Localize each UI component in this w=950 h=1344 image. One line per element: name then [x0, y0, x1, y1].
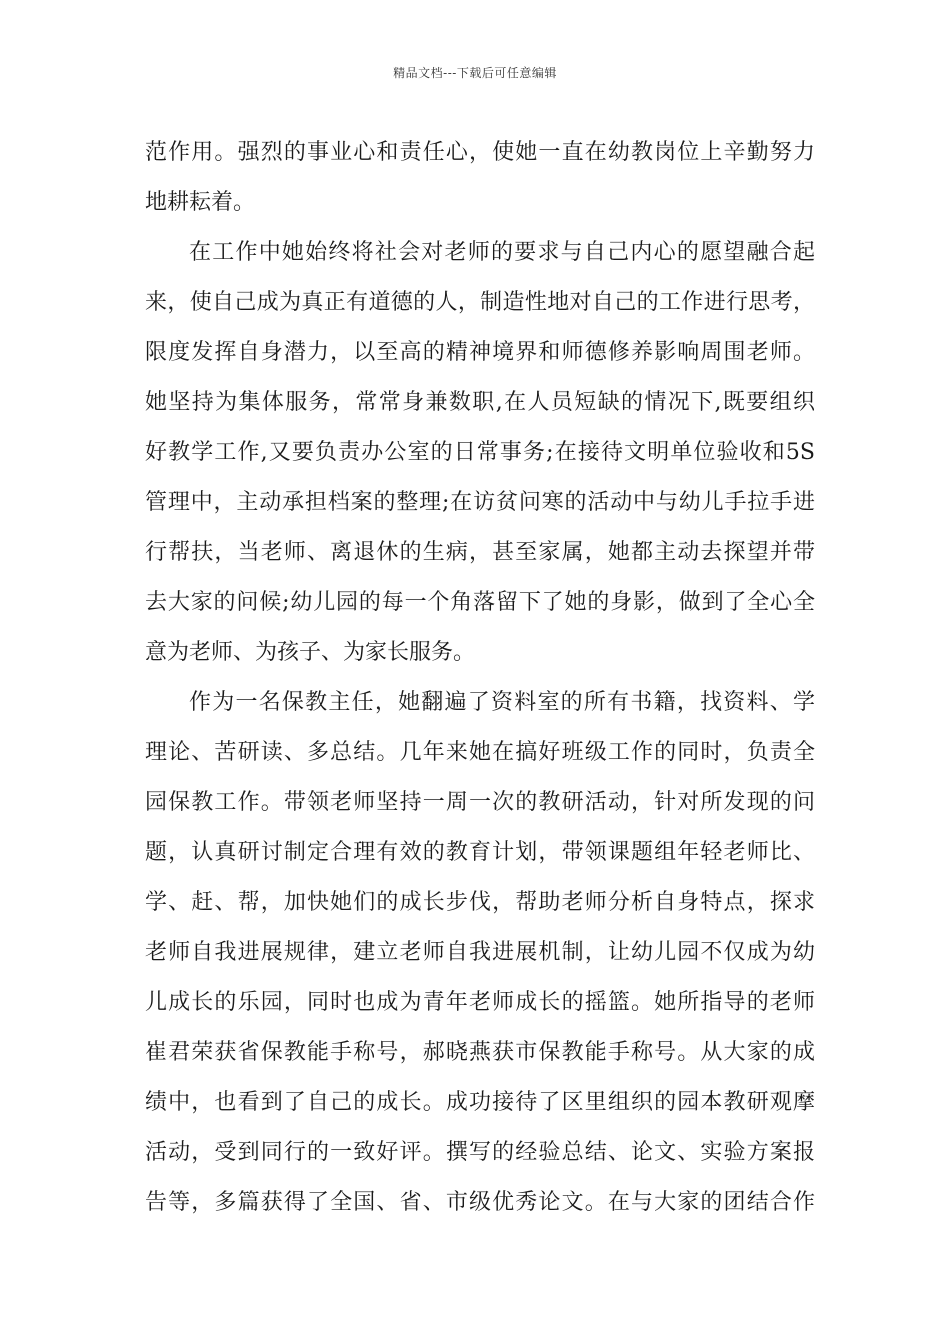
page-header: 精品文档---下载后可任意编辑 [393, 66, 557, 80]
text-line: 老师自我进展规律，建立老师自我进展机制，让幼儿园不仅成为幼 [145, 940, 815, 965]
text-line: 来，使自己成为真正有道德的人，制造性地对自己的工作进行思考， [145, 290, 815, 315]
text-line: 学、赶、帮，加快她们的成长步伐，帮助老师分析自身特点，探求 [145, 890, 815, 915]
text-line: 去大家的问候;幼儿园的每一个角落留下了她的身影，做到了全心全 [145, 590, 815, 615]
text-line: 告等，多篇获得了全国、省、市级优秀论文。在与大家的团结合作 [145, 1190, 815, 1215]
text-line: 理论、苦研读、多总结。几年来她在搞好班级工作的同时，负责全 [145, 740, 815, 765]
text-line: 儿成长的乐园，同时也成为青年老师成长的摇篮。她所指导的老师 [145, 990, 815, 1015]
text-line: 题，认真研讨制定合理有效的教育计划，带领课题组年轻老师比、 [145, 840, 815, 865]
text-line: 范作用。强烈的事业心和责任心，使她一直在幼教岗位上辛勤努力 [145, 140, 815, 165]
text-line: 好教学工作,又要负责办公室的日常事务;在接待文明单位验收和5S [145, 440, 815, 465]
text-line: 限度发挥自身潜力，以至高的精神境界和师德修养影响周围老师。 [145, 340, 815, 365]
text-line: 地耕耘着。 [145, 190, 256, 215]
text-line: 意为老师、为孩子、为家长服务。 [145, 640, 476, 665]
text-line: 园保教工作。带领老师坚持一周一次的教研活动，针对所发现的问 [145, 790, 815, 815]
text-line: 她坚持为集体服务，常常身兼数职,在人员短缺的情况下,既要组织 [145, 390, 815, 415]
paragraph-first-line: 作为一名保教主任，她翻遍了资料室的所有书籍，找资料、学 [189, 690, 815, 715]
document-body [145, 128, 815, 1228]
text-line: 活动，受到同行的一致好评。撰写的经验总结、论文、实验方案报 [145, 1140, 815, 1165]
text-line: 行帮扶，当老师、离退休的生病，甚至家属，她都主动去探望并带 [145, 540, 815, 565]
text-line: 绩中，也看到了自己的成长。成功接待了区里组织的园本教研观摩 [145, 1090, 815, 1115]
text-line: 管理中，主动承担档案的整理;在访贫问寒的活动中与幼儿手拉手进 [145, 490, 815, 515]
paragraph-first-line: 在工作中她始终将社会对老师的要求与自己内心的愿望融合起 [189, 240, 815, 265]
text-line: 崔君荣获省保教能手称号，郝晓燕获市保教能手称号。从大家的成 [145, 1040, 815, 1065]
